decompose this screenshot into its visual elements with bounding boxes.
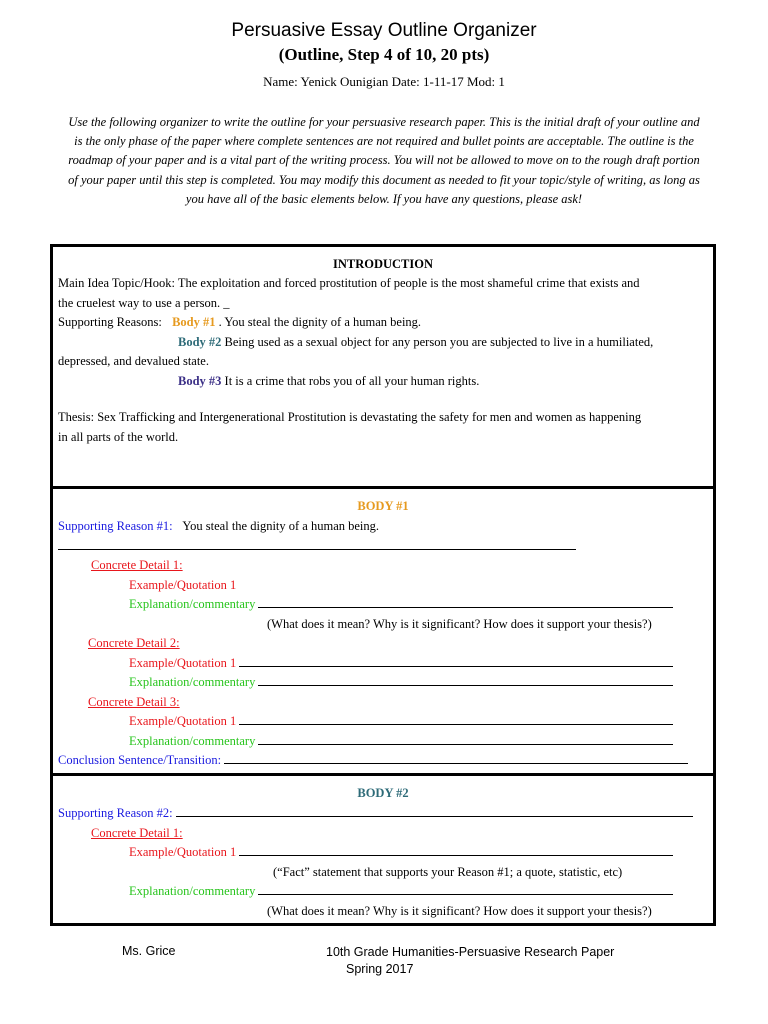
supporting-reasons-line	[58, 314, 421, 330]
body2-section	[50, 773, 716, 926]
intro-body3-label: Body #3	[178, 374, 222, 388]
intro-body2-line	[178, 334, 653, 350]
body1-supporting-text: You steal the dignity of a human being.	[182, 519, 380, 533]
body1-conclusion-blank	[224, 752, 688, 764]
body1-detail2-example-blank	[239, 655, 673, 667]
body1-supporting-line	[58, 518, 379, 534]
main-idea-line-1	[58, 275, 640, 291]
body1-heading: BODY #1	[357, 499, 409, 513]
page-subtitle: (Outline, Step 4 of 10, 20 pts)	[278, 45, 490, 64]
body1-detail3-explanation-line	[129, 733, 673, 749]
body1-detail1-explanation-line	[129, 596, 673, 612]
body2-detail1-example-blank	[239, 844, 673, 856]
body1-detail3-example: Example/Quotation 1	[129, 714, 237, 728]
main-idea-text-2: the cruelest way to use a person. _	[58, 296, 230, 310]
main-idea-text-1: The exploitation and forced prostitution of people is the most shameful crime that exists and	[177, 276, 640, 290]
footer-course-block	[326, 944, 614, 978]
page-title: Persuasive Essay Outline Organizer	[231, 20, 537, 41]
body2-fact-hint: (“Fact” statement that supports your Reason #1; a quote, statistic, etc)	[273, 865, 623, 879]
intro-body2-text-1: Being used as a sexual object for any person you are subjected to live in a humiliated,	[224, 335, 654, 349]
intro-body1-label: Body #1	[172, 315, 216, 329]
body1-detail2-explanation-blank	[258, 674, 673, 686]
body1-detail2-label: Concrete Detail 2:	[88, 636, 180, 650]
thesis-line-1: Thesis: Sex Trafficking and Intergenerational Prostitution is devastating the safety for men and women as happening	[58, 410, 642, 424]
intro-body3-text: It is a crime that robs you of all your human rights.	[224, 374, 480, 388]
body1-detail3-example-blank	[239, 713, 673, 725]
main-idea-label: Main Idea Topic/Hook:	[58, 276, 175, 290]
intro-body1-text: . You steal the dignity of a human being.	[218, 315, 422, 329]
body1-supporting-blank-line	[58, 549, 576, 550]
body1-detail2-explanation: Explanation/commentary	[129, 675, 256, 689]
body1-conclusion-label: Conclusion Sentence/Transition:	[58, 753, 222, 767]
body1-detail1-explanation-blank	[258, 596, 673, 608]
footer-term: Spring 2017	[346, 962, 414, 976]
footer-course: 10th Grade Humanities-Persuasive Research Paper	[326, 945, 615, 959]
body1-detail3-explanation-blank	[258, 733, 673, 745]
body1-conclusion-line	[58, 752, 688, 768]
intro-body2-label: Body #2	[178, 335, 222, 349]
body1-section	[50, 486, 716, 776]
body1-detail1-example: Example/Quotation 1	[129, 578, 237, 592]
body1-explain-hint: (What does it mean? Why is it significant? How does it support your thesis?)	[267, 617, 652, 631]
body1-detail3-explanation: Explanation/commentary	[129, 734, 256, 748]
body2-detail1-label: Concrete Detail 1:	[91, 826, 183, 840]
supporting-reasons-label: Supporting Reasons:	[58, 315, 162, 329]
thesis-line-2: in all parts of the world.	[58, 430, 179, 444]
name-date-line: Name: Yenick Ounigian Date: 1-11-17 Mod: 1	[263, 74, 505, 89]
footer-teacher: Ms. Grice	[122, 944, 176, 958]
introduction-heading: INTRODUCTION	[332, 257, 433, 271]
body2-detail1-example: Example/Quotation 1	[129, 845, 237, 859]
body2-supporting-line	[58, 805, 693, 821]
body1-detail1-explanation: Explanation/commentary	[129, 597, 256, 611]
body2-explain-hint: (What does it mean? Why is it significant? How does it support your thesis?)	[267, 904, 652, 918]
body1-detail3-example-line	[129, 713, 673, 729]
body1-detail3-label: Concrete Detail 3:	[88, 695, 180, 709]
body1-supporting-label: Supporting Reason #1:	[58, 519, 173, 533]
body2-heading: BODY #2	[357, 786, 409, 800]
body1-detail2-example: Example/Quotation 1	[129, 656, 237, 670]
body1-detail2-example-line	[129, 655, 673, 671]
instructions-paragraph: Use the following organizer to write the outline for your persuasive research paper. This is the initial draft of your outline and is the only phase of the paper where complete sentences are not required and bullet points are acceptable. The outline is the roadmap of your paper and is a vital part of the writing process. You will not be allowed to move on to the rough draft portion of your paper until this step is completed. You may modify this document as needed to fit your topic/style of writing, as long as you have all of the basic elements below. If you have any questions, please ask!	[68, 115, 700, 206]
body2-detail1-explanation-line	[129, 883, 673, 899]
body2-supporting-blank	[176, 805, 693, 817]
body2-detail1-example-line	[129, 844, 673, 860]
intro-body2-text-2: depressed, and devalued state.	[58, 354, 209, 368]
body2-detail1-explanation: Explanation/commentary	[129, 884, 256, 898]
introduction-section	[50, 244, 716, 489]
body1-detail1-label: Concrete Detail 1:	[91, 558, 183, 572]
body2-supporting-label: Supporting Reason #2:	[58, 806, 173, 820]
intro-body3-line	[178, 373, 479, 389]
body1-detail2-explanation-line	[129, 674, 673, 690]
body2-detail1-explanation-blank	[258, 883, 673, 895]
